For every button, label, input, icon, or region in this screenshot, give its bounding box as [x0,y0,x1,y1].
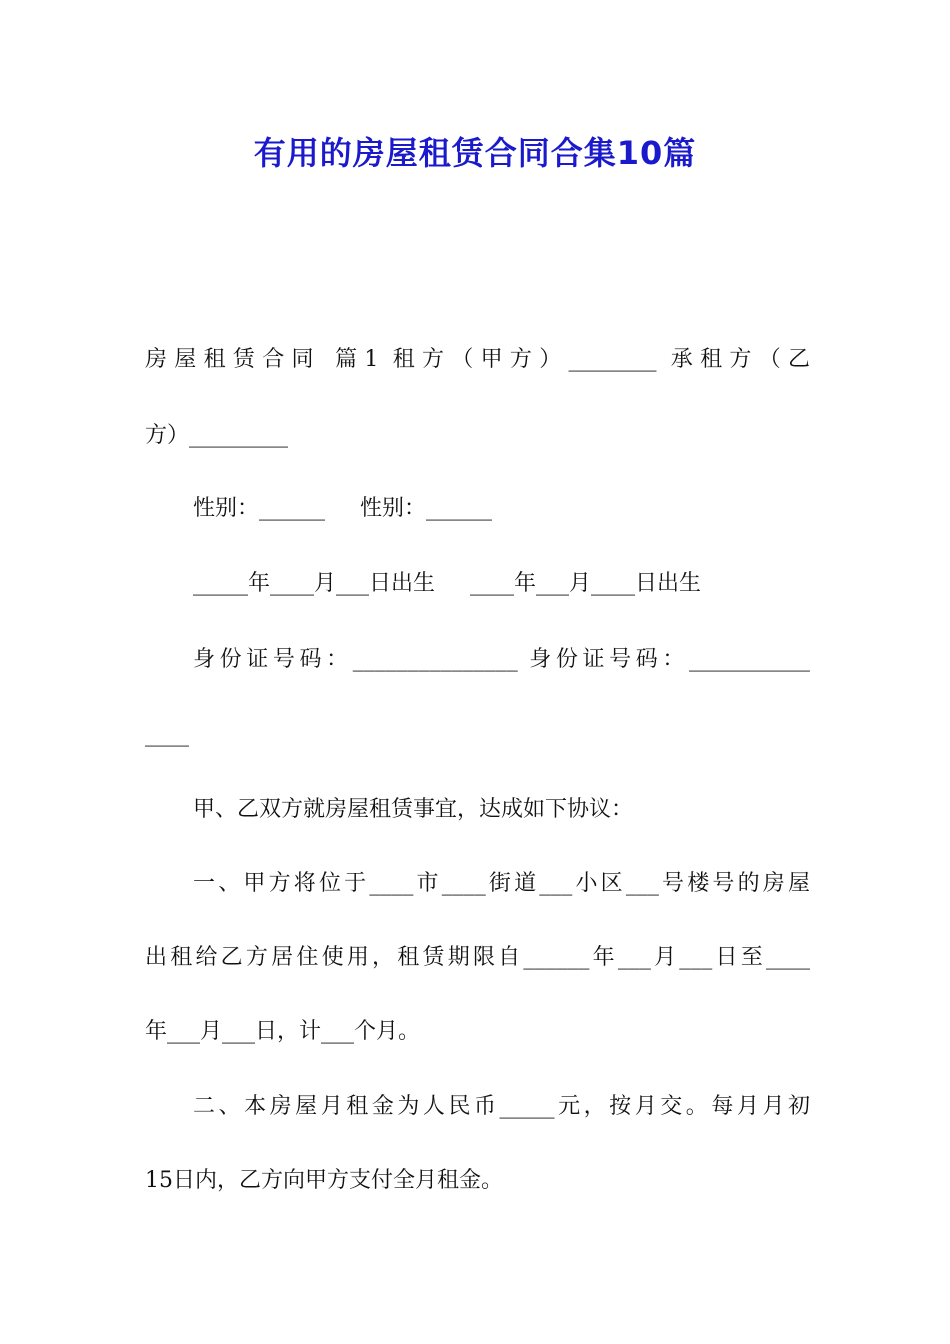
gender-line: 性别：______ 性别：______ [193,496,492,521]
text-line: ____ [145,722,189,747]
text-line: 年___月___日，计___个月。 [145,1019,421,1044]
text-line: 方）_________ [145,423,289,448]
clause-one-line: 一、甲方将位于____市____街道___小区___号楼号的房屋 [193,871,810,896]
clause-two-line: 二、本房屋月租金为人民币_____元，按月交。每月月初 [193,1094,810,1119]
agreement-intro-line: 甲、乙双方就房屋租赁事宜，达成如下协议： [193,797,634,822]
text-line: 15日内，乙方向甲方支付全月租金。 [145,1168,503,1193]
id-number-line: 身份证号码：_______________ 身份证号码：___________ [193,647,810,672]
birthdate-line: _____年____月___日出生 ____年___月____日出生 [193,571,701,596]
document-title: 有用的房屋租赁合同合集10篇 [253,134,697,172]
text-line: 出租给乙方居住使用，租赁期限自______年___月___日至____ [145,945,810,970]
contract-heading-line: 房屋租赁合同 篇1 租方（甲方）________ 承租方（乙 [145,347,810,372]
